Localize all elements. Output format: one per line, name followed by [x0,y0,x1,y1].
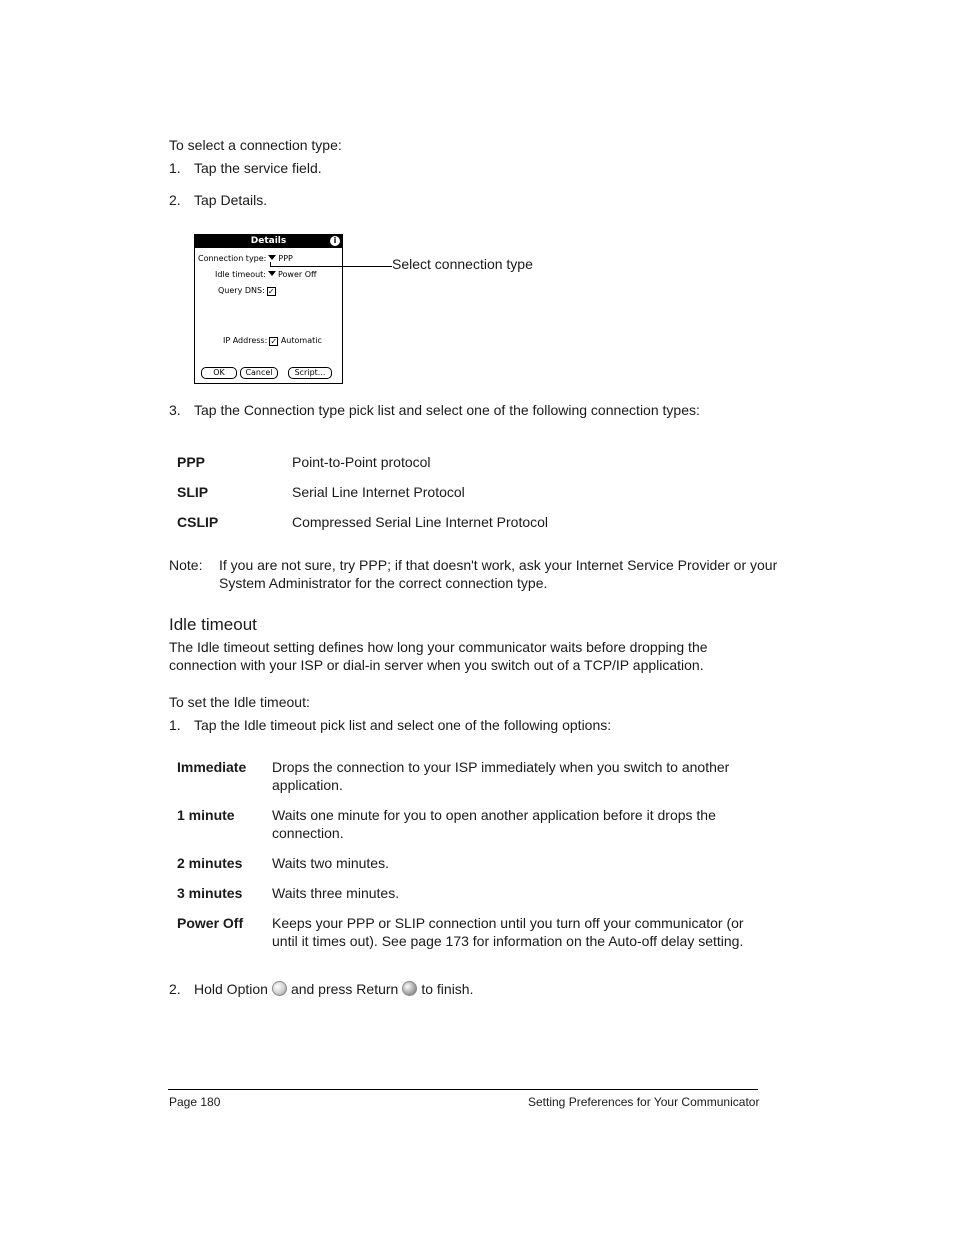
step-text-hold-option [194,980,473,998]
term-cslip: CSLIP [177,514,219,530]
callout-line [270,266,392,267]
note-text-line2: System Administrator for the correct connection type. [219,575,548,591]
query-dns-checkbox[interactable]: ✓ [267,287,275,296]
term-1-minute: 1 minute [177,807,235,823]
step2-text-a: Hold Option [194,981,268,997]
connection-type-label: Connection type: [198,254,267,263]
term-slip: SLIP [177,484,209,500]
dialog-title: Details [195,235,342,248]
note-text-line1: If you are not sure, try PPP; if that doesn't work, ask your Internet Service Provider or your [219,557,778,573]
step2-text-b: and press Return [290,981,399,997]
idle-timeout-label: Idle timeout: [215,270,266,279]
dropdown-arrow-icon[interactable] [268,271,276,276]
script-button[interactable]: Script... [288,367,332,379]
idle-para-line1: The Idle timeout setting defines how long your communicator waits before dropping the [169,639,708,655]
step-text: Tap Details. [194,192,268,208]
desc-1-minute-line1: Waits one minute for you to open another application before it drops the [272,807,716,823]
cancel-button[interactable]: Cancel [240,367,278,379]
desc-slip: Serial Line Internet Protocol [292,484,465,500]
desc-cslip: Compressed Serial Line Internet Protocol [292,514,549,530]
term-2-minutes: 2 minutes [177,855,243,871]
desc-immediate-line1: Drops the connection to your ISP immediately when you switch to another [272,759,730,775]
note-label: Note: [169,557,203,573]
idle-para-line2: connection with your ISP or dial-in server when you switch out of a TCP/IP application. [169,657,704,673]
desc-3-minutes: Waits three minutes. [272,885,400,901]
step-number: 2. [169,981,181,997]
desc-power-off-line2: until it times out). See page 173 for information on the Auto-off delay setting. [272,933,744,949]
ip-address-checkbox[interactable]: ✓ [270,337,278,346]
footer-rule [168,1089,758,1090]
option-key-icon [272,981,287,996]
desc-2-minutes: Waits two minutes. [272,855,389,871]
procedure-heading-idle: To set the Idle timeout: [169,694,310,710]
connection-type-row [198,254,293,264]
step-text: Tap the Connection type pick list and select one of the following connection types: [194,402,700,418]
ok-button[interactable]: OK [201,367,237,379]
callout-tick [270,262,271,267]
term-3-minutes: 3 minutes [177,885,243,901]
desc-ppp: Point-to-Point protocol [292,454,431,470]
info-icon[interactable]: i [330,236,340,246]
ip-address-row [223,336,322,346]
connection-type-picker[interactable]: PPP [278,254,293,263]
desc-power-off-line1: Keeps your PPP or SLIP connection until you turn off your communicator (or [272,915,744,931]
desc-immediate-line2: application. [272,777,343,793]
page-number: Page 180 [169,1095,221,1109]
ip-address-value: Automatic [280,336,322,345]
term-ppp: PPP [177,454,206,470]
return-key-icon [402,981,417,996]
step-text: Tap the service field. [194,160,322,176]
query-dns-row [218,286,276,296]
procedure-heading-connection: To select a connection type: [169,137,342,153]
idle-timeout-picker[interactable]: Power Off [278,270,317,279]
step-number: 2. [169,192,181,208]
step-number: 3. [169,402,181,418]
term-immediate: Immediate [177,759,247,775]
dropdown-arrow-icon[interactable] [268,255,276,260]
idle-timeout-row [215,270,317,280]
section-heading-idle-timeout: Idle timeout [169,615,257,634]
step2-text-c: to finish. [421,981,474,997]
term-power-off: Power Off [177,915,244,931]
details-dialog-screenshot [194,234,343,384]
ip-address-label: IP Address: [223,336,268,345]
step-text: Tap the Idle timeout pick list and select one of the following options: [194,717,612,733]
callout-label: Select connection type [392,256,533,272]
step-number: 1. [169,160,181,176]
chapter-title: Setting Preferences for Your Communicator [528,1095,760,1109]
step-number: 1. [169,717,181,733]
query-dns-label: Query DNS: [218,286,265,295]
desc-1-minute-line2: connection. [272,825,344,841]
